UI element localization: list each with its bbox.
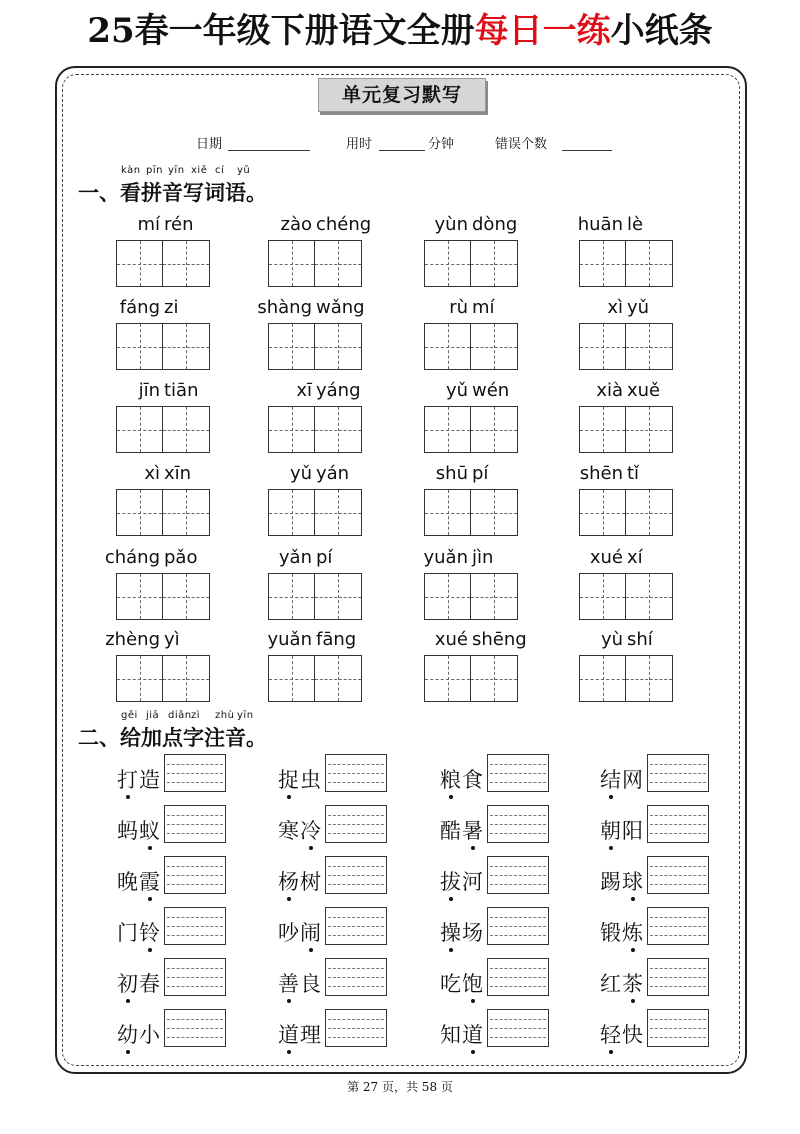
section1-title: 一、看拼音写词语。 (78, 181, 267, 205)
tianzige-cell[interactable] (579, 655, 626, 702)
pinyin-syllable: zhèng (105, 629, 160, 650)
tianzige-cell[interactable] (579, 489, 626, 536)
pinyin-answer-box[interactable] (487, 907, 549, 945)
tianzige-cell[interactable] (424, 489, 471, 536)
pinyin-syllable: yán (316, 463, 350, 484)
pinyin-answer-box[interactable] (647, 958, 709, 996)
tianzige-grid[interactable] (116, 489, 210, 536)
pinyin-prompt (268, 213, 372, 237)
pinyin-answer-box[interactable] (164, 856, 226, 894)
pinyin-syllable: zào (280, 214, 312, 235)
pinyin-prompt (579, 296, 673, 320)
pinyin-syllable: yǔ (289, 463, 312, 484)
errors-field[interactable] (562, 150, 612, 151)
dotted-word: 轻快 (600, 1023, 644, 1047)
pinyin-syllable: shí (627, 629, 653, 650)
tianzige-cell[interactable] (116, 406, 163, 453)
page-footer: 第 27 页，共 58 页 (347, 1080, 453, 1094)
emphasis-dot (148, 897, 152, 901)
pinyin-answer-box[interactable] (325, 907, 387, 945)
date-label: 日期 (196, 137, 223, 152)
dotted-word: 酷暑 (440, 819, 484, 843)
dotted-word: 红茶 (600, 972, 644, 996)
tianzige-grid[interactable] (579, 573, 673, 620)
ruby-syllable: yīn (168, 165, 185, 176)
dotted-word: 踢球 (600, 870, 644, 894)
pinyin-syllable: yǎn (278, 547, 312, 568)
tianzige-cell[interactable] (471, 406, 518, 453)
dotted-word: 知道 (440, 1023, 484, 1047)
tianzige-cell[interactable] (163, 240, 210, 287)
pinyin-answer-box[interactable] (325, 856, 387, 894)
pinyin-syllable: shēn (579, 463, 623, 484)
tianzige-cell[interactable] (315, 573, 362, 620)
pinyin-syllable: tiān (164, 380, 199, 401)
pinyin-syllable: xuě (627, 380, 661, 401)
pinyin-syllable: yù (600, 629, 623, 650)
title-highlight: 每日一练 (474, 11, 611, 51)
dotted-word: 初春 (117, 972, 161, 996)
emphasis-dot (449, 948, 453, 952)
pinyin-prompt (424, 296, 518, 320)
emphasis-dot (309, 846, 313, 850)
pinyin-answer-box[interactable] (164, 754, 226, 792)
emphasis-dot (148, 846, 152, 850)
pinyin-syllable: lè (627, 214, 644, 235)
dotted-word: 善良 (278, 972, 322, 996)
emphasis-dot (471, 999, 475, 1003)
emphasis-dot (609, 795, 613, 799)
pinyin-prompt (268, 628, 362, 652)
unit-label: 单元复习默写 (318, 78, 486, 112)
tianzige-grid[interactable] (116, 323, 210, 370)
dotted-word: 吃饱 (440, 972, 484, 996)
tianzige-cell[interactable] (471, 655, 518, 702)
pinyin-prompt (424, 628, 527, 652)
title-part2: 小纸条 (610, 11, 713, 51)
pinyin-prompt (424, 213, 518, 237)
ruby-syllable: zhù (215, 710, 235, 721)
tianzige-cell[interactable] (471, 240, 518, 287)
title-part1: 25春一年级下册语文全册 (87, 11, 475, 51)
emphasis-dot (449, 795, 453, 799)
tianzige-grid[interactable] (268, 240, 362, 287)
pinyin-answer-box[interactable] (647, 805, 709, 843)
pinyin-syllable: cháng (104, 547, 160, 568)
tianzige-cell[interactable] (579, 406, 626, 453)
tianzige-cell[interactable] (626, 323, 673, 370)
pinyin-answer-box[interactable] (647, 1009, 709, 1047)
dotted-word: 蚂蚁 (117, 819, 161, 843)
tianzige-cell[interactable] (163, 573, 210, 620)
tianzige-cell[interactable] (579, 240, 626, 287)
dotted-word: 杨树 (278, 870, 322, 894)
pinyin-prompt (104, 546, 210, 570)
tianzige-grid[interactable] (268, 406, 362, 453)
pinyin-syllable: xué (589, 547, 623, 568)
emphasis-dot (471, 1050, 475, 1054)
emphasis-dot (631, 948, 635, 952)
emphasis-dot (609, 846, 613, 850)
dotted-word: 晚霞 (117, 870, 161, 894)
tianzige-grid[interactable] (116, 655, 210, 702)
dotted-word: 寒冷 (278, 819, 322, 843)
pinyin-syllable: fáng (119, 297, 160, 318)
emphasis-dot (631, 897, 635, 901)
tianzige-cell[interactable] (424, 323, 471, 370)
pinyin-syllable: mí (137, 214, 160, 235)
tianzige-grid[interactable] (579, 489, 673, 536)
pinyin-syllable: shàng (257, 297, 312, 318)
time-unit: 分钟 (428, 137, 455, 152)
dotted-word: 吵闹 (278, 921, 322, 945)
ruby-syllable: zì (191, 710, 201, 721)
tianzige-grid[interactable] (424, 240, 518, 287)
pinyin-syllable: xí (627, 547, 643, 568)
pinyin-answer-box[interactable] (164, 1009, 226, 1047)
pinyin-syllable: shēng (472, 629, 527, 650)
tianzige-grid[interactable] (268, 489, 362, 536)
tianzige-grid[interactable] (268, 323, 362, 370)
dotted-word: 朝阳 (600, 819, 644, 843)
tianzige-grid[interactable] (268, 655, 362, 702)
pinyin-syllable: yáng (316, 380, 361, 401)
pinyin-syllable: yǔ (445, 380, 468, 401)
pinyin-syllable: xì (144, 463, 160, 484)
ruby-syllable: pīn (146, 165, 163, 176)
pinyin-syllable: chéng (316, 214, 372, 235)
tianzige-cell[interactable] (424, 240, 471, 287)
pinyin-answer-box[interactable] (487, 805, 549, 843)
time-label: 用时 (346, 137, 373, 152)
dotted-word: 门铃 (117, 921, 161, 945)
pinyin-syllable: yuǎn (423, 547, 468, 568)
tianzige-cell[interactable] (471, 489, 518, 536)
pinyin-syllable: pí (316, 547, 333, 568)
pinyin-prompt (116, 213, 210, 237)
pinyin-answer-box[interactable] (487, 754, 549, 792)
pinyin-syllable: wén (472, 380, 510, 401)
dotted-word: 操场 (440, 921, 484, 945)
pinyin-answer-box[interactable] (647, 754, 709, 792)
tianzige-cell[interactable] (471, 573, 518, 620)
tianzige-cell[interactable] (268, 240, 315, 287)
tianzige-cell[interactable] (626, 406, 673, 453)
dotted-word: 道理 (278, 1023, 322, 1047)
pinyin-answer-box[interactable] (164, 805, 226, 843)
emphasis-dot (126, 999, 130, 1003)
pinyin-prompt (579, 546, 673, 570)
tianzige-cell[interactable] (626, 573, 673, 620)
dotted-word: 粮食 (440, 768, 484, 792)
tianzige-cell[interactable] (268, 573, 315, 620)
ruby-syllable: kàn (121, 165, 141, 176)
pinyin-prompt (268, 546, 362, 570)
emphasis-dot (287, 795, 291, 799)
pinyin-answer-box[interactable] (487, 1009, 549, 1047)
tianzige-cell[interactable] (424, 573, 471, 620)
pinyin-prompt (579, 379, 673, 403)
pinyin-syllable: xì (607, 297, 623, 318)
pinyin-prompt (579, 628, 673, 652)
date-field[interactable] (228, 150, 310, 151)
dotted-word: 捉虫 (278, 768, 322, 792)
dotted-word: 打造 (117, 768, 161, 792)
pinyin-answer-box[interactable] (325, 1009, 387, 1047)
tianzige-grid[interactable] (424, 323, 518, 370)
pinyin-syllable: jīn (138, 380, 160, 401)
pinyin-answer-box[interactable] (647, 907, 709, 945)
tianzige-cell[interactable] (116, 323, 163, 370)
pinyin-prompt (268, 379, 362, 403)
pinyin-prompt (424, 546, 518, 570)
tianzige-grid[interactable] (579, 323, 673, 370)
tianzige-cell[interactable] (315, 406, 362, 453)
pinyin-syllable: jìn (472, 547, 494, 568)
pinyin-syllable: dòng (472, 214, 518, 235)
tianzige-cell[interactable] (315, 489, 362, 536)
tianzige-cell[interactable] (471, 323, 518, 370)
pinyin-syllable: huān (577, 214, 623, 235)
pinyin-syllable: yǔ (627, 297, 650, 318)
pinyin-prompt (257, 296, 365, 320)
tianzige-cell[interactable] (626, 240, 673, 287)
pinyin-syllable: zi (164, 297, 179, 318)
pinyin-prompt (116, 379, 210, 403)
emphasis-dot (287, 1050, 291, 1054)
pinyin-prompt (579, 213, 673, 237)
ruby-syllable: diǎn (168, 710, 192, 721)
ruby-syllable: yǔ (237, 165, 251, 176)
dotted-word: 锻炼 (600, 921, 644, 945)
pinyin-syllable: xià (596, 380, 623, 401)
pinyin-syllable: xué (434, 629, 468, 650)
pinyin-syllable: rù (449, 297, 468, 318)
emphasis-dot (126, 795, 130, 799)
tianzige-grid[interactable] (116, 406, 210, 453)
tianzige-cell[interactable] (626, 655, 673, 702)
pinyin-prompt (105, 628, 210, 652)
tianzige-grid[interactable] (116, 573, 210, 620)
pinyin-answer-box[interactable] (164, 958, 226, 996)
pinyin-prompt (424, 379, 518, 403)
emphasis-dot (287, 999, 291, 1003)
emphasis-dot (609, 1050, 613, 1054)
pinyin-answer-box[interactable] (647, 856, 709, 894)
ruby-syllable: yīn (237, 710, 254, 721)
emphasis-dot (449, 897, 453, 901)
tianzige-grid[interactable] (579, 240, 673, 287)
tianzige-cell[interactable] (315, 240, 362, 287)
tianzige-grid[interactable] (424, 655, 518, 702)
tianzige-cell[interactable] (163, 655, 210, 702)
pinyin-syllable: wǎng (316, 297, 365, 318)
pinyin-syllable: xī (296, 380, 312, 401)
tianzige-cell[interactable] (424, 406, 471, 453)
pinyin-syllable: yùn (434, 214, 468, 235)
page-title (0, 0, 800, 62)
ruby-syllable: cí (215, 165, 225, 176)
pinyin-syllable: rén (164, 214, 194, 235)
pinyin-answer-box[interactable] (325, 754, 387, 792)
section2-title: 二、给加点字注音。 (78, 726, 267, 750)
pinyin-prompt (268, 462, 362, 486)
pinyin-syllable: yuǎn (267, 629, 312, 650)
tianzige-cell[interactable] (424, 655, 471, 702)
tianzige-cell[interactable] (626, 489, 673, 536)
tianzige-cell[interactable] (315, 655, 362, 702)
time-field[interactable] (379, 150, 425, 151)
ruby-syllable: xiě (191, 165, 208, 176)
pinyin-syllable: pí (472, 463, 489, 484)
emphasis-dot (287, 897, 291, 901)
pinyin-syllable: yì (164, 629, 180, 650)
ruby-syllable: gěi (121, 710, 138, 721)
pinyin-prompt (424, 462, 518, 486)
tianzige-grid[interactable] (424, 573, 518, 620)
tianzige-grid[interactable] (116, 240, 210, 287)
pinyin-answer-box[interactable] (487, 856, 549, 894)
tianzige-cell[interactable] (268, 655, 315, 702)
dotted-word: 拔河 (440, 870, 484, 894)
pinyin-syllable: fāng (316, 629, 357, 650)
pinyin-prompt (579, 462, 673, 486)
pinyin-answer-box[interactable] (325, 958, 387, 996)
tianzige-cell[interactable] (116, 655, 163, 702)
pinyin-syllable: pǎo (164, 547, 198, 568)
tianzige-grid[interactable] (424, 489, 518, 536)
pinyin-syllable: xīn (164, 463, 192, 484)
dotted-word: 结网 (600, 768, 644, 792)
dotted-word: 幼小 (117, 1023, 161, 1047)
tianzige-cell[interactable] (163, 323, 210, 370)
emphasis-dot (126, 1050, 130, 1054)
tianzige-cell[interactable] (268, 406, 315, 453)
tianzige-cell[interactable] (116, 240, 163, 287)
emphasis-dot (309, 948, 313, 952)
emphasis-dot (631, 999, 635, 1003)
tianzige-cell[interactable] (268, 489, 315, 536)
tianzige-grid[interactable] (268, 573, 362, 620)
pinyin-syllable: mí (472, 297, 495, 318)
tianzige-cell[interactable] (315, 323, 362, 370)
tianzige-cell[interactable] (268, 323, 315, 370)
tianzige-cell[interactable] (116, 573, 163, 620)
emphasis-dot (471, 846, 475, 850)
pinyin-prompt (116, 462, 210, 486)
tianzige-cell[interactable] (579, 323, 626, 370)
tianzige-cell[interactable] (579, 573, 626, 620)
tianzige-grid[interactable] (424, 406, 518, 453)
pinyin-syllable: tǐ (627, 463, 640, 484)
pinyin-prompt (116, 296, 210, 320)
tianzige-cell[interactable] (116, 489, 163, 536)
pinyin-syllable: shū (435, 463, 468, 484)
tianzige-cell[interactable] (163, 489, 210, 536)
tianzige-cell[interactable] (163, 406, 210, 453)
ruby-syllable: jiā (146, 710, 160, 721)
errors-label: 错误个数 (495, 137, 548, 152)
emphasis-dot (148, 948, 152, 952)
pinyin-answer-box[interactable] (325, 805, 387, 843)
tianzige-grid[interactable] (579, 655, 673, 702)
pinyin-answer-box[interactable] (164, 907, 226, 945)
pinyin-answer-box[interactable] (487, 958, 549, 996)
tianzige-grid[interactable] (579, 406, 673, 453)
